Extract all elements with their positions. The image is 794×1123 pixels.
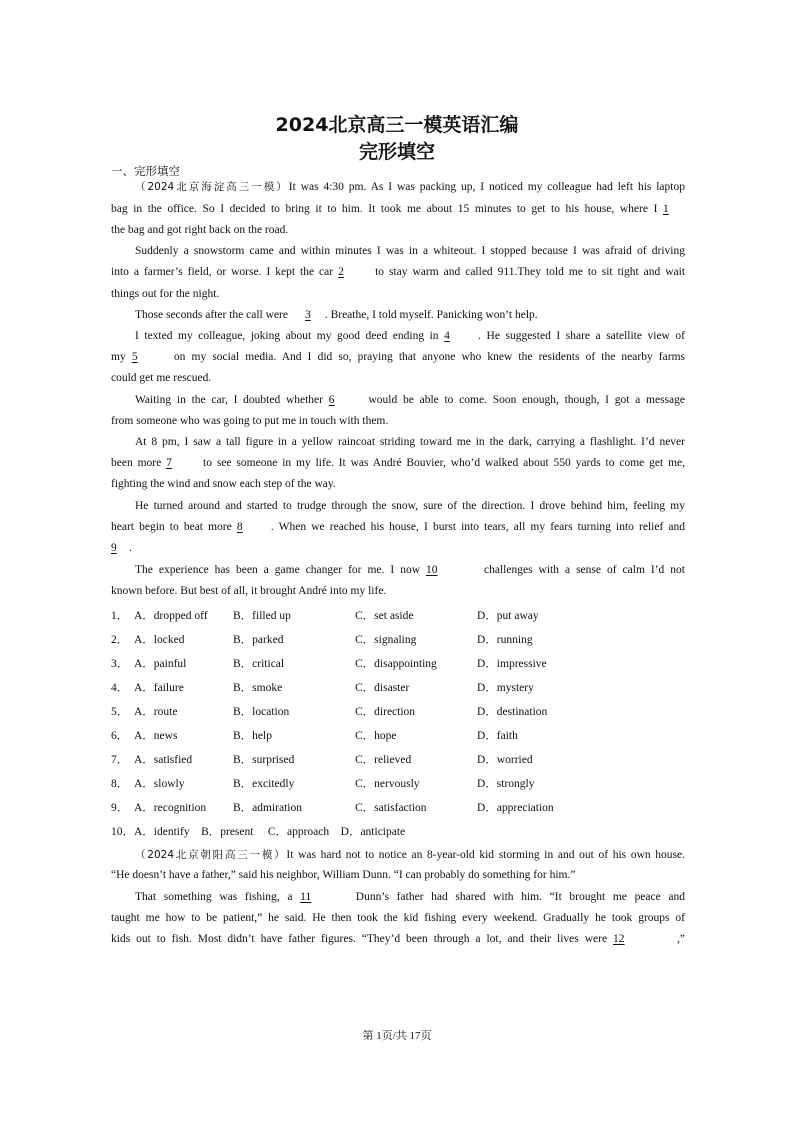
text-span: . When we reached his house, I burst into tears, all my fears turning into relief and — [270, 521, 686, 533]
option-a[interactable]: A．painful — [134, 658, 187, 670]
text-span: It was hard not to notice an 8-year-old kid storming in and out of his own house. — [286, 849, 685, 861]
passage1-line-19 — [135, 564, 685, 576]
text-span: to stay warm and called 911.They told me to sit tight and wait — [375, 266, 686, 278]
option-c[interactable]: C．signaling — [355, 634, 417, 646]
question-number: 9． — [111, 802, 129, 814]
blank-1[interactable]: 1 — [663, 203, 669, 215]
passage1-line-15: fighting the wind and snow each step of the way. — [111, 478, 336, 490]
question-number: 3． — [111, 658, 129, 670]
blank-5[interactable]: 5 — [131, 351, 138, 363]
text-span: That something was fishing, a — [135, 891, 293, 903]
option-a[interactable]: A．route — [134, 706, 178, 718]
passage1-line-11 — [135, 394, 685, 406]
blank-2[interactable]: 2 — [338, 266, 344, 278]
blank-12[interactable]: 12 — [613, 933, 625, 945]
text-span: would be able to come. Soon enough, though, I got a message — [368, 394, 685, 406]
text-span: to see someone in my life. It was André Bouvier, who’d walked about 550 yards to come get me, — [203, 457, 685, 469]
option-d[interactable]: D．put away — [477, 610, 539, 622]
blank-3[interactable]: 3 — [304, 309, 311, 321]
text-span: It was 4:30 pm. As I was packing up, I noticed my colleague had left his laptop — [288, 181, 685, 193]
passage2-line-4: taught me how to be patient,” he said. He then took the kid fishing every weekend. Gradually he took groups of — [111, 912, 685, 924]
text-span: heart begin to beat more — [111, 521, 232, 533]
option-d[interactable]: D．appreciation — [477, 802, 554, 814]
passage1-line-9 — [111, 351, 685, 363]
question-number: 4． — [111, 682, 129, 694]
passage1-line-20: known before. But best of all, it brought André into my life. — [111, 585, 387, 597]
option-d[interactable]: D．faith — [477, 730, 518, 742]
option-d[interactable]: D．destination — [477, 706, 548, 718]
blank-6[interactable]: 6 — [328, 394, 335, 406]
option-d[interactable]: D．running — [477, 634, 533, 646]
text-span: I texted my colleague, joking about my good deed ending in — [135, 330, 439, 342]
option-c[interactable]: C．nervously — [355, 778, 420, 790]
passage1-line-5 — [111, 266, 685, 278]
passage1-line-7 — [135, 309, 685, 321]
blank-8[interactable]: 8 — [236, 521, 243, 533]
question-10: 10．A．identify B．present C．approach D．anticipate — [111, 826, 406, 838]
passage1-line-6: things out for the night. — [111, 288, 220, 300]
option-a[interactable]: A．locked — [134, 634, 185, 646]
section-heading: 一、完形填空 — [111, 164, 180, 178]
passage2-line-2: “He doesn’t have a father,” said his neighbor, William Dunn. “I can probably do something for him.” — [111, 869, 576, 881]
text-span: into a farmer’s field, or worse. I kept the car — [111, 266, 334, 278]
option-c[interactable]: C．disappointing — [355, 658, 437, 670]
text-span: my — [111, 351, 126, 363]
text-span: . — [129, 542, 132, 554]
passage1-line-18 — [111, 542, 685, 554]
blank-7[interactable]: 7 — [166, 457, 172, 469]
blank-4[interactable]: 4 — [444, 330, 450, 342]
passage1-line-8 — [135, 330, 685, 342]
page-subtitle: 完形填空 — [358, 141, 435, 163]
text-span: The experience has been a game changer for me. I now — [135, 564, 421, 576]
option-a[interactable]: A．recognition — [134, 802, 207, 814]
passage1-line-16: He turned around and started to trudge through the snow, sure of the direction. I drove behind him, feeling my — [135, 500, 685, 512]
passage1-line-1 — [135, 179, 685, 194]
question-number: 5． — [111, 706, 129, 718]
option-b[interactable]: B．excitedly — [233, 778, 295, 790]
text-span: bag in the office. So I decided to bring it to him. It took me about 15 minutes to get to his house, where I — [111, 203, 658, 215]
question-number: 6． — [111, 730, 129, 742]
option-b[interactable]: B．help — [233, 730, 272, 742]
option-b[interactable]: B．filled up — [233, 610, 291, 622]
text-span: Those seconds after the call were — [135, 309, 288, 321]
option-d[interactable]: D．worried — [477, 754, 533, 766]
option-b[interactable]: B．admiration — [233, 802, 302, 814]
blank-9[interactable]: 9 — [111, 542, 117, 554]
option-b[interactable]: B．critical — [233, 658, 285, 670]
text-span: Waiting in the car, I doubted whether — [135, 394, 323, 406]
option-d[interactable]: D．mystery — [477, 682, 534, 694]
option-c[interactable]: C．set aside — [355, 610, 414, 622]
text-span: kids out to fish. Most didn’t have father figures. “They’d been through a lot, and their lives were — [111, 933, 608, 945]
passage2-line-5 — [111, 933, 685, 945]
text-span: challenges with a sense of calm I’d not — [484, 564, 685, 576]
option-b[interactable]: B．surprised — [233, 754, 295, 766]
option-c[interactable]: C．direction — [355, 706, 416, 718]
option-c[interactable]: C．hope — [355, 730, 397, 742]
option-a[interactable]: A．satisfied — [134, 754, 193, 766]
option-d[interactable]: D．impressive — [477, 658, 547, 670]
option-a[interactable]: A．failure — [134, 682, 184, 694]
option-a[interactable]: A．dropped off — [134, 610, 208, 622]
question-number: 2． — [111, 634, 129, 646]
passage1-line-10: could get me rescued. — [111, 372, 212, 384]
blank-10[interactable]: 10 — [426, 564, 438, 576]
question-number: 8． — [111, 778, 129, 790]
passage1-source: （2024北京海淀高三一模） — [135, 181, 289, 193]
question-number: 1． — [111, 610, 129, 622]
text-span: Dunn’s father had shared with him. “It brought me peace and — [355, 891, 686, 903]
option-c[interactable]: C．relieved — [355, 754, 412, 766]
option-a[interactable]: A．news — [134, 730, 178, 742]
passage1-line-17 — [111, 521, 685, 533]
page-title: 2024北京高三一模英语汇编 — [275, 114, 519, 136]
text-span: been more — [111, 457, 162, 469]
passage2-line-3 — [135, 891, 685, 903]
text-span: on my social media. And I did so, praying that anyone who knew the residents of the nearby farms — [173, 351, 685, 363]
option-b[interactable]: B．parked — [233, 634, 284, 646]
option-d[interactable]: D．strongly — [477, 778, 535, 790]
option-a[interactable]: A．slowly — [134, 778, 185, 790]
option-b[interactable]: B．smoke — [233, 682, 283, 694]
passage1-line-4: Suddenly a snowstorm came and within minutes I was in a whiteout. I stopped because I was afraid of driving — [135, 245, 685, 257]
page-footer: 第 1页/共 17页 — [362, 1030, 432, 1042]
passage1-line-14 — [111, 457, 685, 469]
text-span: ,” — [677, 933, 686, 945]
text-span: . He suggested I share a satellite view of — [478, 330, 685, 342]
passage2-line-1 — [135, 847, 685, 862]
text-span: . Breathe, I told myself. Panicking won’t help. — [324, 309, 538, 321]
passage1-line-3: the bag and got right back on the road. — [111, 224, 289, 236]
option-c[interactable]: C．disaster — [355, 682, 410, 694]
passage2-source: （2024北京朝阳高三一模） — [135, 849, 287, 861]
question-number: 7． — [111, 754, 129, 766]
blank-11[interactable]: 11 — [300, 891, 312, 903]
passage1-line-2 — [111, 203, 685, 215]
option-c[interactable]: C．satisfaction — [355, 802, 427, 814]
option-b[interactable]: B．location — [233, 706, 290, 718]
passage1-line-12: from someone who was going to put me in touch with them. — [111, 415, 389, 427]
passage1-line-13: At 8 pm, I saw a tall figure in a yellow raincoat striding toward me in the dark, carrying a flashlight. I’d never — [135, 436, 685, 448]
